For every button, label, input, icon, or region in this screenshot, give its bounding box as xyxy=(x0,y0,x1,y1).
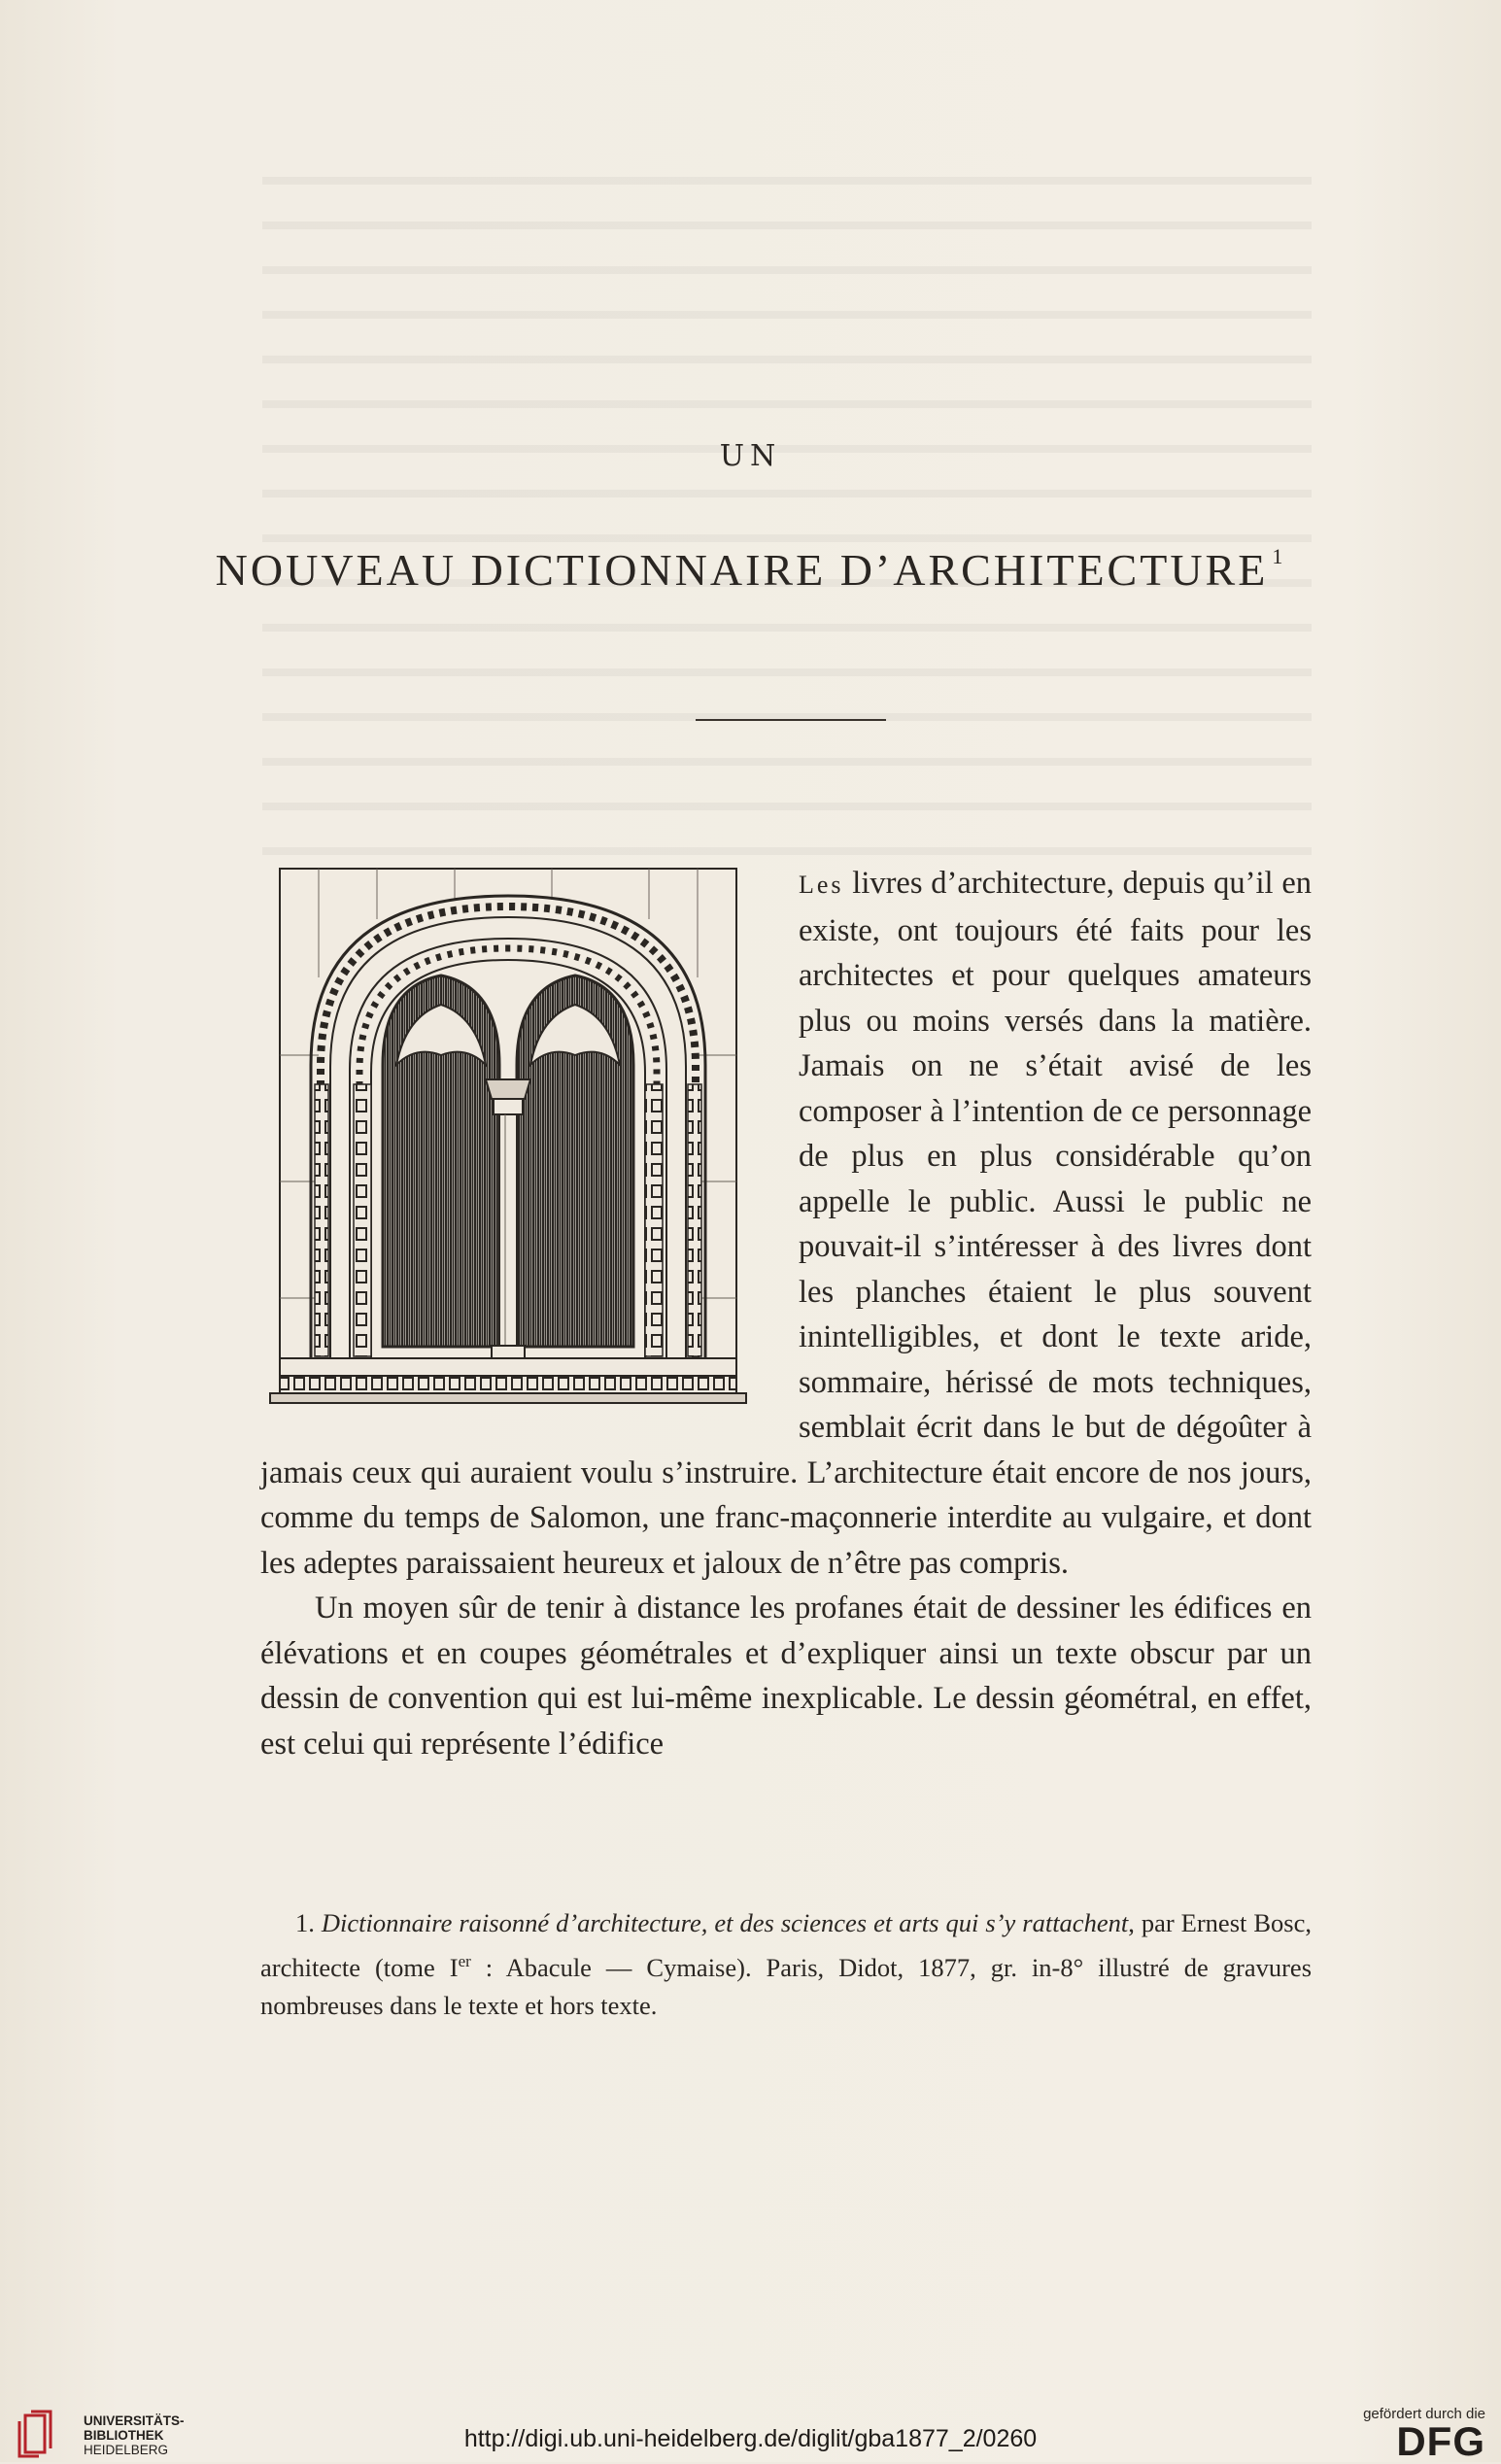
title-footnote-marker: 1 xyxy=(1272,544,1286,568)
dfg-logo-icon: DFG xyxy=(1396,2418,1485,2464)
bleed-through-texture xyxy=(262,175,1312,855)
library-name-line1: UNIVERSITÄTS- xyxy=(84,2413,185,2428)
footnote-title: Dictionnaire raisonné d’architecture, et des sciences et arts qui s’y rattachent xyxy=(321,1908,1129,1937)
paragraph-1-text: livres d’architecture, depuis qu’il en existe, ont toujours été faits pour les architectes et pour quelques amateurs plus ou moins versés dans la matière. Jamais on ne s’était avisé de les composer à l’intention de ce personnage de plus en plus considérable qu’on appelle le public. Aussi le public ne pouvait-il s’intéresser à des livres dont les planches étaient le plus souvent inintelligibles, et dont le texte aride, sommaire, hérissé de mots techniques, semblait écrit dans le but de dégoûter à jamais ceux qui auraient voulu s’instruire. L’architecture était encore de nos jours, comme du temps de Salomon, une franc-maçonnerie interdite au vulgaire, et dont les adeptes paraissaient heureux et jaloux de n’être pas compris. xyxy=(260,866,1312,1581)
footnote-text-b: : Abacule — Cymaise). Paris, Didot, 1877, gr. in-8° illustré de gravures nombreuses dans le texte et hors texte. xyxy=(260,1952,1313,2020)
paragraph-1-dropcap: Les xyxy=(799,871,844,899)
article-kicker: UN xyxy=(719,439,782,473)
footnote xyxy=(260,1904,1312,2025)
sponsor-logo xyxy=(1291,2406,1485,2464)
footnote-number: 1. xyxy=(295,1908,315,1937)
permalink-url[interactable]: http://digi.ub.uni-heidelberg.de/diglit/gba1877_2/0260 xyxy=(463,2425,1038,2452)
sponsor-label: gefördert durch die xyxy=(1363,2406,1485,2422)
article-title xyxy=(0,544,1501,596)
article-body xyxy=(260,861,1312,1766)
footnote-text-a: , par Ernest Bosc, architecte (tome I xyxy=(260,1908,1312,1982)
library-name-line3: HEIDELBERG xyxy=(84,2443,169,2457)
article-title-text: NOUVEAU DICTIONNAIRE D’ARCHITECTURE xyxy=(215,545,1269,595)
library-name-line2: BIBLIOTHEK xyxy=(84,2428,164,2443)
paragraph-2: Un moyen sûr de tenir à distance les profanes était de dessiner les édifices en élévations et en coupes géométrales et d’expliquer ainsi un texte obscur par un dessin de convention qui est lui-même inexplicable. Le dessin géométral, en effet, est celui qui représente l’édifice xyxy=(260,1591,1312,1762)
title-rule xyxy=(696,719,886,721)
window-illustration xyxy=(260,861,769,1434)
gothic-window-engraving xyxy=(260,861,769,1434)
footnote-tome-sup: er xyxy=(458,1952,471,1970)
